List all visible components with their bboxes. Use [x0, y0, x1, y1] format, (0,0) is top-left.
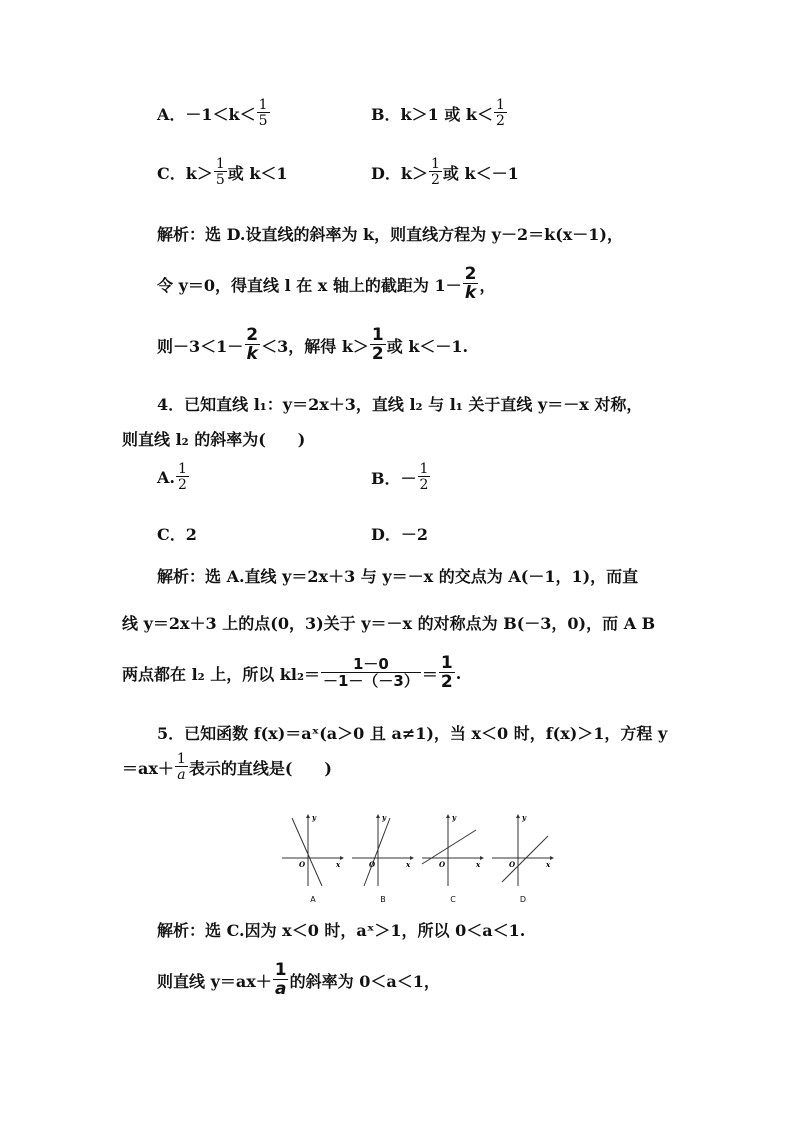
q3-option-d: D． k＞ $\frac{1}{2}$ 或 k＜－1 [371, 156, 519, 188]
q3-option-a: A． －1＜k＜ $\frac{1}{5}$ [157, 97, 268, 129]
q5-stem-line1: 5．已知函数 f(x)＝aˣ(a＞0 且 a≠1)，当 x＜0 时，f(x)＞1，方程 y [157, 724, 668, 743]
q3-option-b: B． k＞1 或 k＜ $\frac{1}{2}$ [371, 97, 505, 129]
graph-d-line [502, 836, 548, 882]
graph-a-label: A [310, 895, 316, 904]
fraction: $\frac{1}{2}$ [495, 97, 505, 129]
graph-d-svg [488, 812, 558, 892]
q3-analysis-line3: 则－3＜1－ $\frac{2}{k}$ ＜3，解得 k＞ $\frac{1}{2}$ 或 k＜－1. [157, 325, 469, 364]
graph-a-svg [278, 812, 348, 892]
graph-b-y-label: y [382, 813, 387, 822]
q4-analysis-line1: 解析：选 A.直线 y＝2x＋3 与 y＝－x 的交点为 A(－1，1)，而直 [157, 567, 639, 586]
graph-b-line [364, 818, 390, 886]
q4-option-a: A. $\frac{1}{2}$ [157, 461, 187, 493]
fraction: $\frac{1-0}{-1-(-3)}$ [322, 655, 419, 690]
answer-graphs [278, 812, 558, 904]
q4-stem-line1: 4．已知直线 l₁：y＝2x＋3，直线 l₂ 与 l₁ 关于直线 y＝－x 对称， [157, 395, 643, 414]
fraction: $\frac{2}{k}$ [464, 264, 477, 303]
graph-b [348, 812, 418, 904]
graph-d-x-label: x [546, 860, 551, 869]
graph-c-origin: O [439, 860, 446, 869]
graph-d-y-label: y [522, 813, 527, 822]
q4-stem-line2: 则直线 l₂ 的斜率为( ) [122, 430, 306, 449]
graph-b-label: B [380, 895, 386, 904]
fraction: $\frac{1}{2}$ [419, 461, 429, 493]
fraction: $\frac{1}{2}$ [430, 156, 440, 188]
fraction: $\frac{2}{k}$ [246, 325, 259, 364]
fraction: $\frac{1}{2}$ [440, 653, 453, 692]
graph-d-origin: O [509, 860, 516, 869]
graph-c-y-label: y [452, 813, 457, 822]
q3-analysis-line1: 解析：选 D.设直线的斜率为 k，则直线方程为 y－2＝k(x－1)， [157, 225, 624, 244]
q4-option-b: B．－ $\frac{1}{2}$ [371, 461, 429, 493]
graph-b-origin: O [369, 860, 376, 869]
q5-analysis-line1: 解析：选 C.因为 x＜0 时，aˣ＞1，所以 0＜a＜1. [157, 921, 526, 940]
graph-c [418, 812, 488, 904]
graph-b-svg [348, 812, 418, 892]
q4-option-d: D．－2 [371, 525, 429, 544]
q4-analysis-line3: 两点都在 l₂ 上，所以 kl₂＝ $\frac{1-0}{-1-(-3)}$ ＝ $\frac{1}{2}$ . [122, 653, 462, 692]
q5-stem-line2: ＝ax＋ $\frac{1}{a}$ 表示的直线是( ) [122, 751, 332, 783]
q4-analysis-line2: 线 y＝2x＋3 上的点(0，3)关于 y＝－x 的对称点为 B(－3，0)，而 A B [122, 614, 656, 633]
fraction: $\frac{1}{2}$ [371, 325, 384, 364]
fraction: $\frac{1}{a}$ [176, 751, 186, 783]
graph-a-origin: O [299, 860, 306, 869]
graph-c-x-label: x [476, 860, 481, 869]
fraction: $\frac{1}{5}$ [258, 97, 268, 129]
graph-c-line [422, 830, 476, 864]
fraction: $\frac{1}{a}$ [274, 960, 287, 999]
q5-analysis-line2: 则直线 y＝ax＋ $\frac{1}{a}$ 的斜率为 0＜a＜1， [157, 960, 440, 999]
q4-option-c: C．2 [157, 525, 197, 544]
graph-a-line [292, 818, 322, 886]
graph-d-label: D [519, 895, 527, 904]
graph-a-x-label: x [336, 860, 341, 869]
fraction: $\frac{1}{5}$ [215, 156, 225, 188]
graph-a [278, 812, 348, 904]
graph-b-x-label: x [406, 860, 411, 869]
graph-c-svg [418, 812, 488, 892]
graph-d [488, 812, 558, 904]
q3-analysis-line2: 令 y＝0，得直线 l 在 x 轴上的截距为 1－ $\frac{2}{k}$ ， [157, 264, 496, 303]
graph-a-y-label: y [312, 813, 317, 822]
q3-option-c: C． k＞ $\frac{1}{5}$ 或 k＜1 [157, 156, 288, 188]
fraction: $\frac{1}{2}$ [177, 461, 187, 493]
graph-c-label: C [450, 895, 456, 904]
